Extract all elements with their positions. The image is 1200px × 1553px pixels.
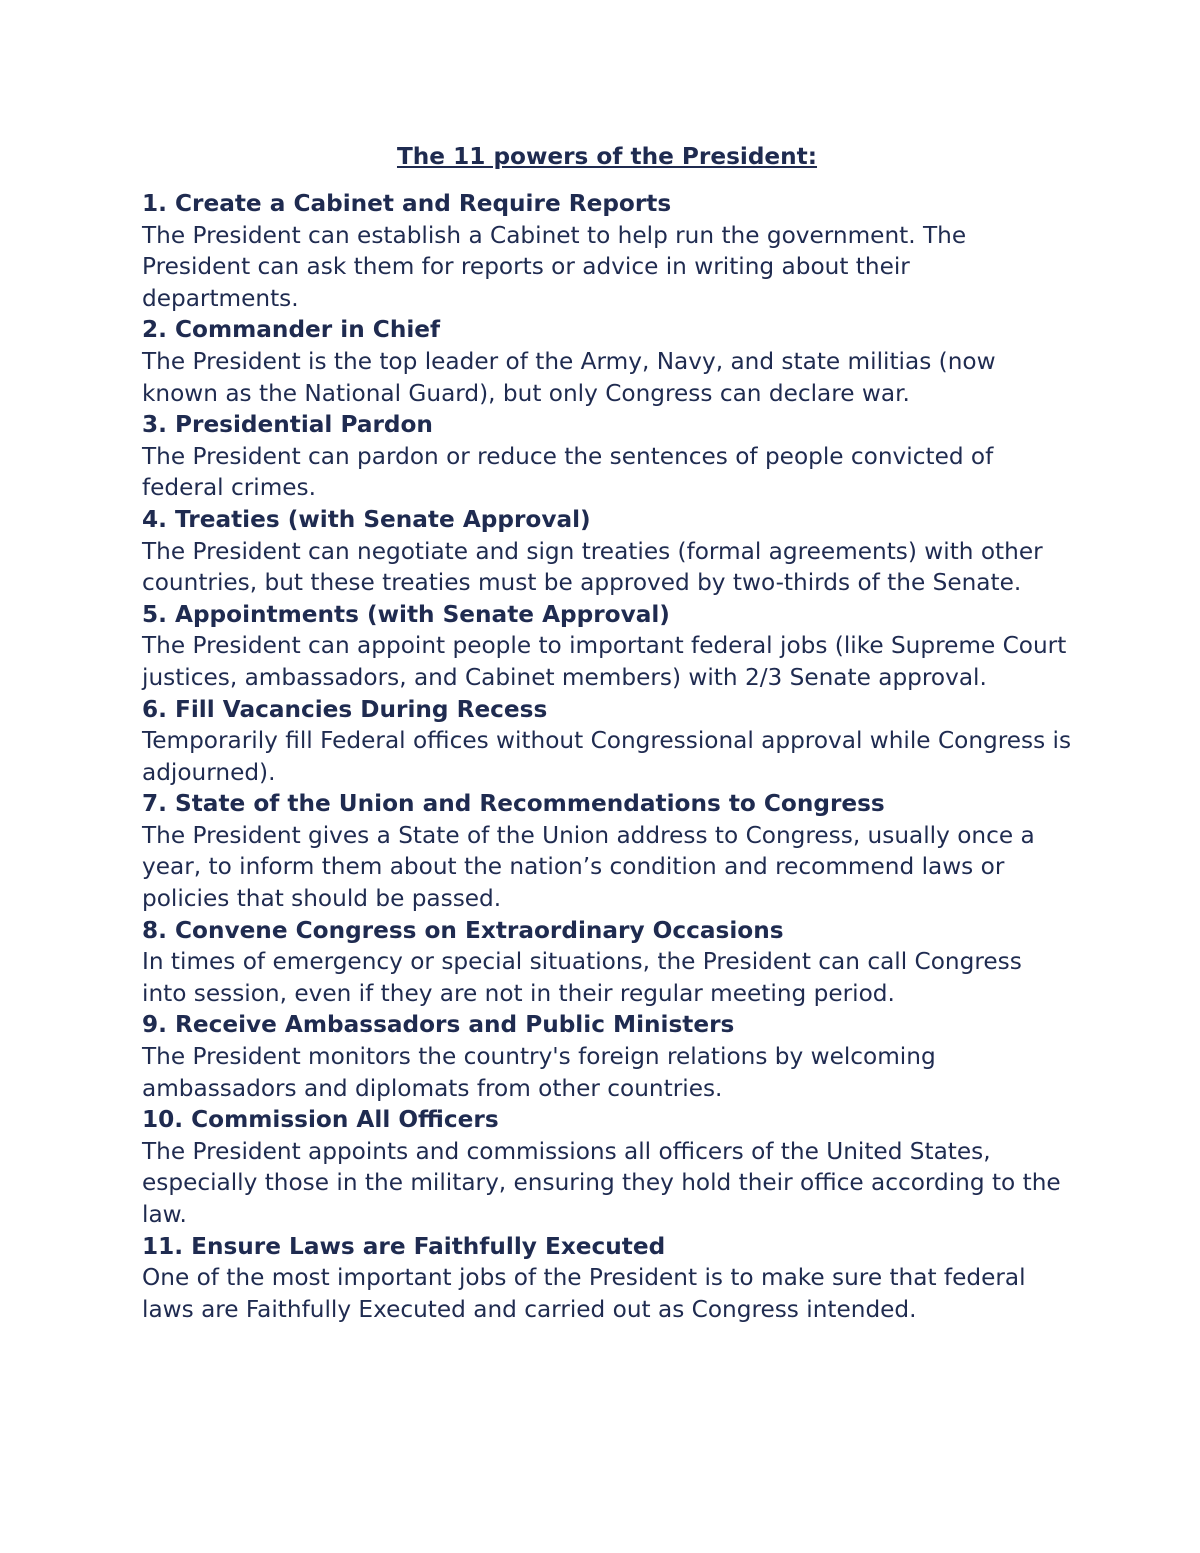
power-description: The President can pardon or reduce the sentences of people convicted of federal crimes. bbox=[142, 442, 994, 502]
power-description: Temporarily fill Federal offices without Congressional approval while Congress is adjourned). bbox=[142, 727, 1072, 786]
power-heading: 7. State of the Union and Recommendations to Congress bbox=[142, 790, 885, 818]
power-item bbox=[142, 599, 1072, 694]
power-description: The President is the top leader of the Army, Navy, and state militias (now known as the National Guard), but only Congress can declare war. bbox=[142, 347, 996, 407]
power-item bbox=[142, 694, 1072, 789]
power-heading: 8. Convene Congress on Extraordinary Occasions bbox=[142, 916, 784, 944]
power-heading: 5. Appointments (with Senate Approval) bbox=[142, 600, 670, 628]
power-item bbox=[142, 788, 1072, 914]
power-description: The President can establish a Cabinet to help run the government. The President can ask them for reports or advice in writing about their departments. bbox=[142, 221, 967, 312]
power-heading: 3. Presidential Pardon bbox=[142, 411, 433, 439]
power-description: One of the most important jobs of the President is to make sure that federal laws are Faithfully Executed and carried out as Congress intended. bbox=[142, 1264, 1026, 1323]
power-item bbox=[142, 409, 1072, 504]
power-item bbox=[142, 1009, 1072, 1104]
power-heading: 10. Commission All Officers bbox=[142, 1106, 499, 1134]
power-item bbox=[142, 504, 1072, 599]
power-item bbox=[142, 915, 1072, 1010]
power-heading: 1. Create a Cabinet and Require Reports bbox=[142, 190, 672, 217]
power-item bbox=[142, 1231, 1072, 1326]
document-page bbox=[142, 138, 1072, 1325]
power-heading: 4. Treaties (with Senate Approval) bbox=[142, 505, 591, 533]
document-title: The 11 powers of the President: bbox=[396, 143, 818, 170]
power-heading: 2. Commander in Chief bbox=[142, 316, 441, 344]
power-heading: 9. Receive Ambassadors and Public Ministers bbox=[142, 1011, 735, 1039]
power-description: The President appoints and commissions all officers of the United States, especially those in the military, ensuring they hold their office according to the law. bbox=[142, 1137, 1061, 1228]
power-heading: 6. Fill Vacancies During Recess bbox=[142, 695, 548, 723]
power-description: The President gives a State of the Union address to Congress, usually once a year, to inform them about the nation’s condition and recommend laws or policies that should be passed. bbox=[142, 821, 1035, 913]
power-item bbox=[142, 314, 1072, 409]
power-item bbox=[142, 1104, 1072, 1230]
power-description: The President monitors the country's foreign relations by welcoming ambassadors and diplomats from other countries. bbox=[142, 1043, 936, 1102]
power-description: In times of emergency or special situations, the President can call Congress into session, even if they are not in their regular meeting period. bbox=[142, 948, 1022, 1007]
power-item bbox=[142, 188, 1072, 314]
power-heading: 11. Ensure Laws are Faithfully Executed bbox=[142, 1232, 666, 1260]
power-description: The President can appoint people to important federal jobs (like Supreme Court justices, ambassadors, and Cabinet members) with 2/3 Senate approval. bbox=[142, 632, 1067, 691]
power-description: The President can negotiate and sign treaties (formal agreements) with other countries, but these treaties must be approved by two-thirds of the Senate. bbox=[142, 537, 1043, 597]
